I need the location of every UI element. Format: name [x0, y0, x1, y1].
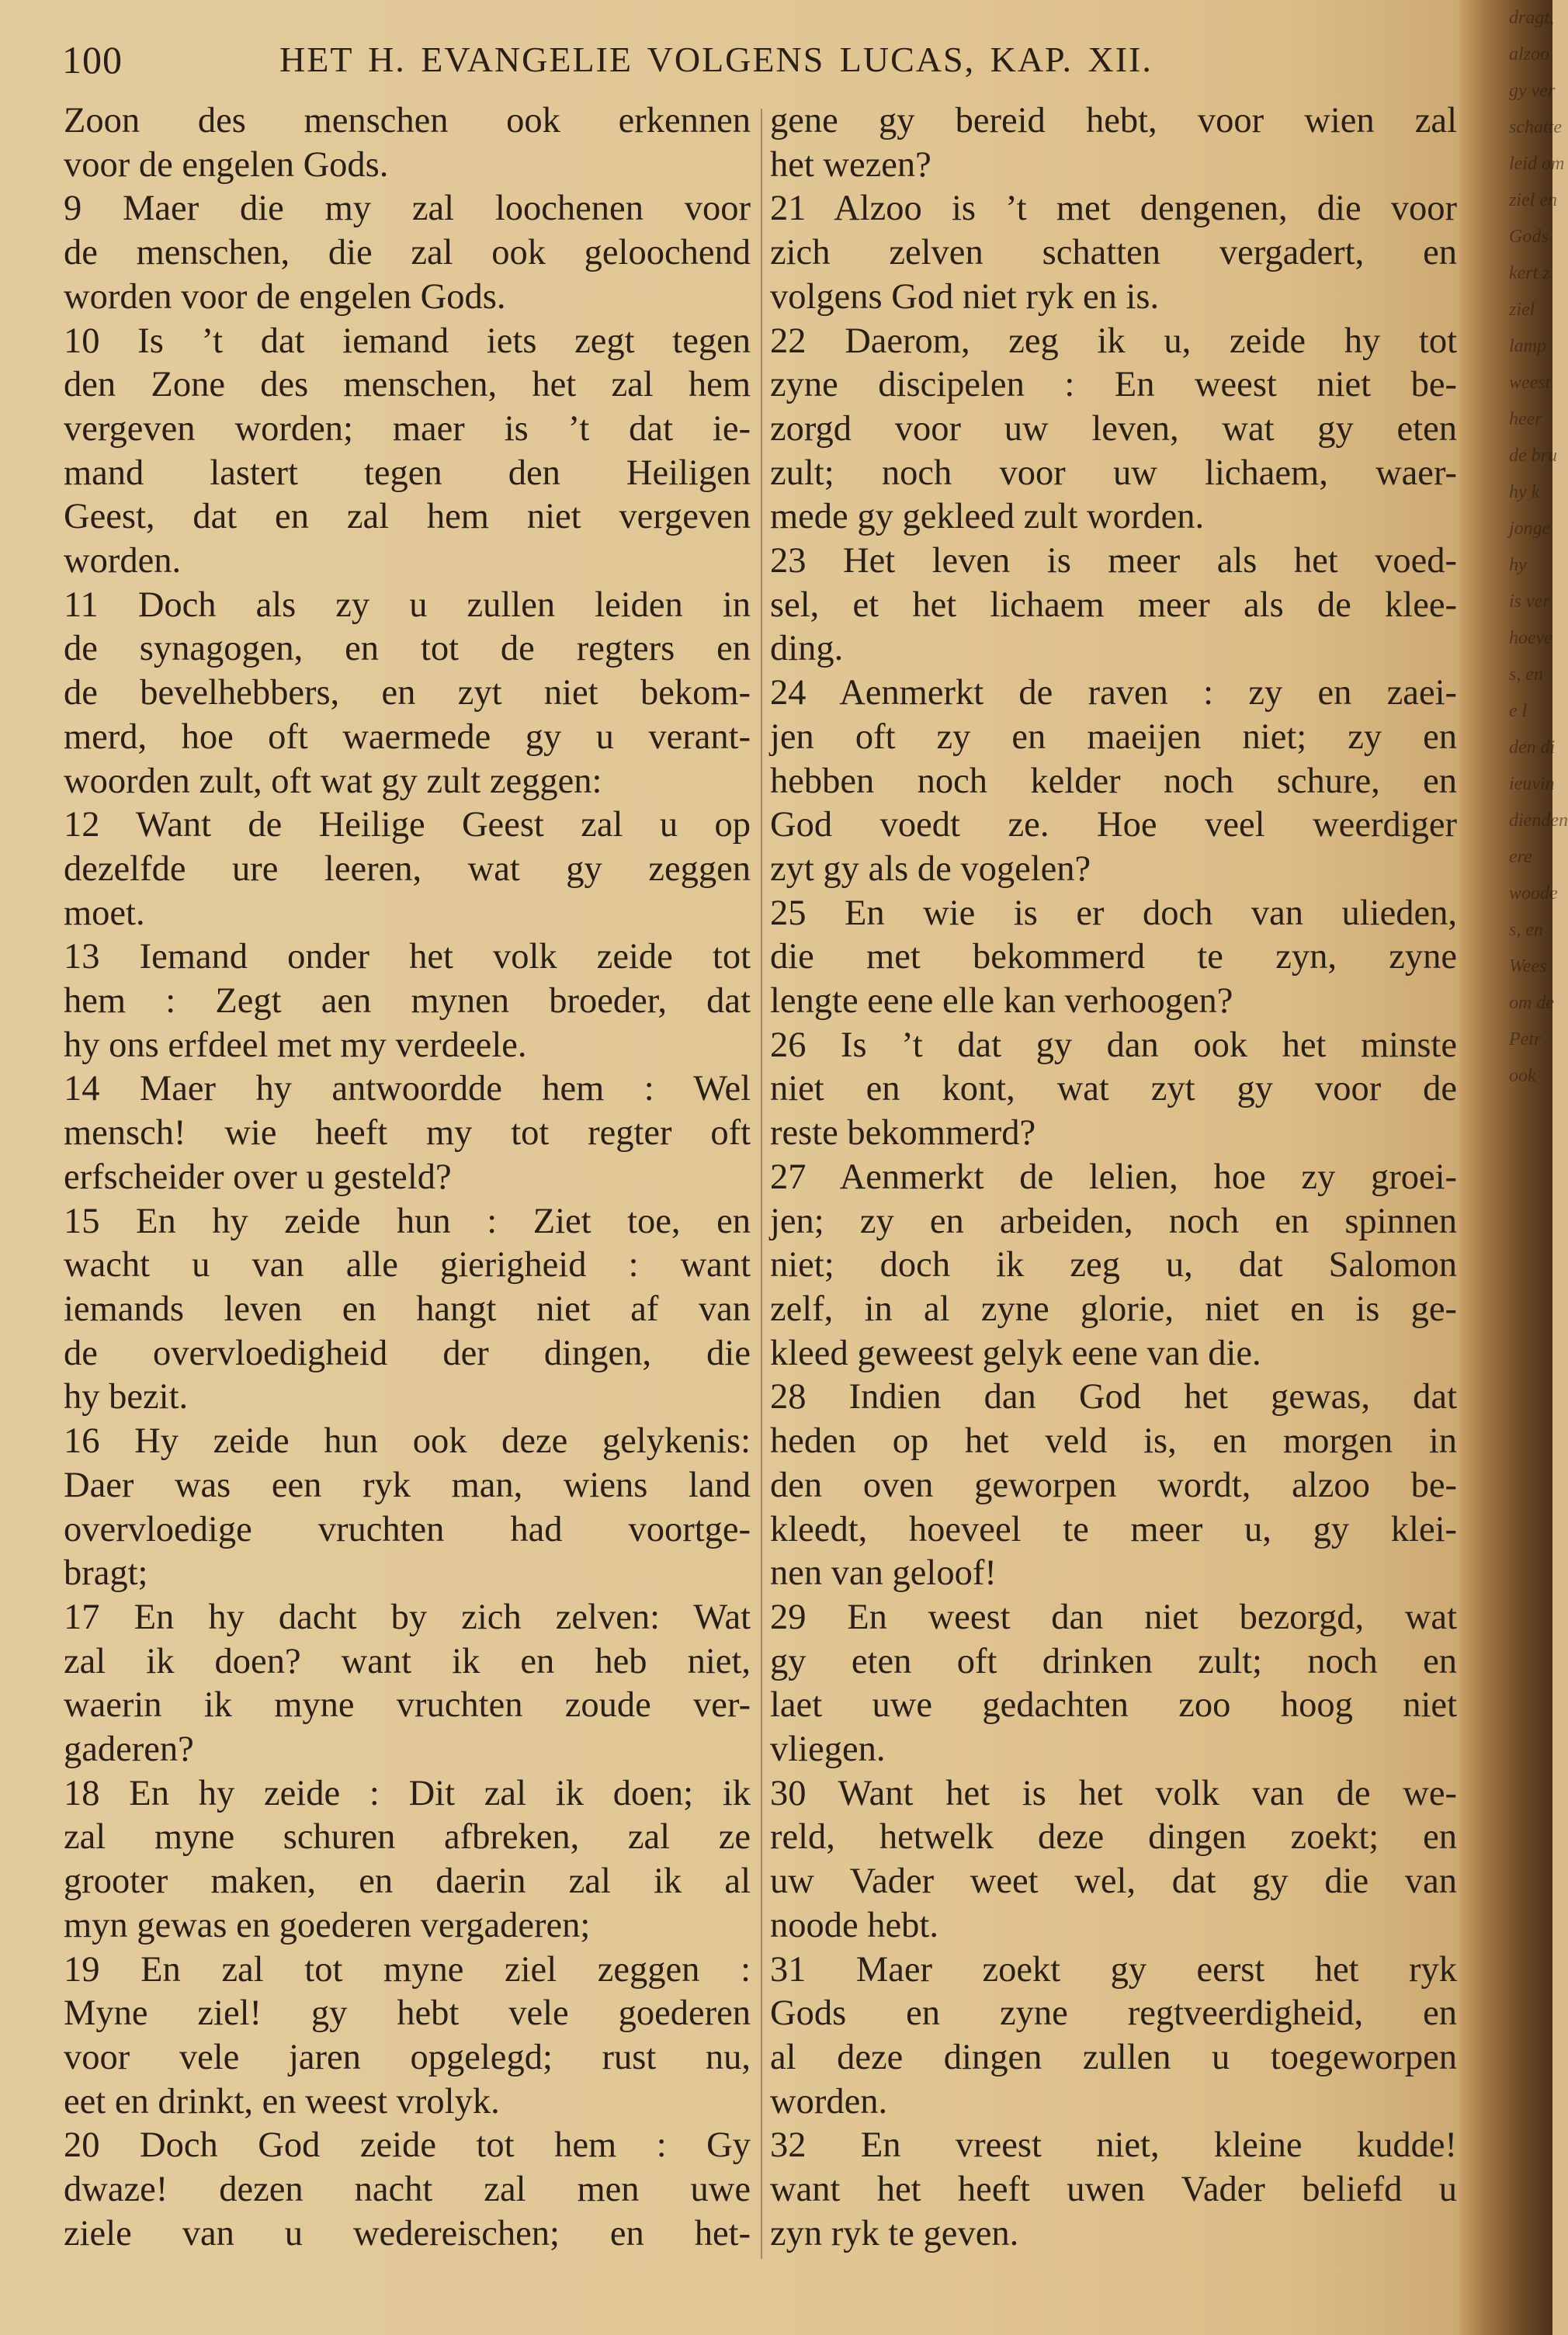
text-line: zyn ryk te geven. — [770, 2213, 1019, 2253]
text-line: grooter maken, en daerin zal ik al — [64, 1861, 751, 1902]
text-line: wacht u van alle gierigheid : want — [64, 1245, 751, 1285]
text-line: reste bekommerd? — [770, 1113, 1036, 1154]
text-line: Zoon des menschen ook erkennen — [64, 101, 751, 141]
text-line: 13 Iemand onder het volk zeide tot — [64, 937, 751, 977]
text-line: Gods en zyne regtveerdigheid, en — [770, 1993, 1457, 2034]
text-line: 29 En weest dan niet bezorgd, wat — [770, 1597, 1457, 1637]
facing-page-fragment: s, en — [1509, 920, 1543, 940]
facing-page-fragment: dragt, — [1509, 8, 1555, 28]
text-line: kleed geweest gelyk eene van die. — [770, 1333, 1261, 1373]
facing-page-fragment: weest — [1509, 373, 1551, 393]
text-line: 17 En hy dacht by zich zelven: Wat — [64, 1597, 751, 1637]
text-line: iemands leven en hangt niet af van — [64, 1289, 751, 1329]
facing-page-fragment: woode — [1509, 883, 1558, 904]
text-line: 25 En wie is er doch van ulieden, — [770, 893, 1457, 933]
facing-page-fragment: s, en — [1509, 664, 1543, 685]
text-line: zal myne schuren afbreken, zal ze — [64, 1817, 751, 1858]
facing-page-fragment: de bru — [1509, 446, 1557, 466]
text-line: lengte eene elle kan verhoogen? — [770, 981, 1233, 1022]
text-line: ding. — [770, 629, 844, 669]
facing-page-fragment: ieuvin — [1509, 774, 1555, 794]
text-line: 9 Maer die my zal loochenen voor — [64, 189, 751, 229]
text-line: laet uwe gedachten zoo hoog niet — [770, 1685, 1457, 1726]
text-line: zorgd voor uw leven, wat gy eten — [770, 408, 1457, 449]
running-title: HET H. EVANGELIE VOLGENS LUCAS, KAP. XII. — [279, 40, 1153, 79]
facing-page-fragment: hy — [1509, 555, 1527, 575]
facing-page-fragment: hy k — [1509, 482, 1540, 502]
text-line: worden voor de engelen Gods. — [64, 276, 506, 317]
facing-page-fragment: Gods — [1509, 227, 1549, 247]
text-line: voor de engelen Gods. — [64, 144, 389, 185]
facing-page-fragment: Petr — [1509, 1029, 1542, 1050]
text-line: zult; noch voor uw lichaem, waer- — [770, 453, 1457, 493]
facing-page-fragment: ook — [1509, 1066, 1536, 1086]
text-line: 18 En hy zeide : Dit zal ik doen; ik — [64, 1773, 751, 1813]
text-line: zyt gy als de vogelen? — [770, 848, 1091, 889]
text-line: heden op het veld is, en morgen in — [770, 1421, 1457, 1462]
text-line: de bevelhebbers, en zyt niet bekom- — [64, 673, 751, 713]
facing-page-fragment: ere — [1509, 847, 1532, 867]
text-line: 24 Aenmerkt de raven : zy en zaei- — [770, 673, 1457, 713]
column-divider — [761, 109, 762, 2259]
text-line: zal ik doen? want ik en heb niet, — [64, 1641, 751, 1681]
text-line: niet en kont, wat zyt gy voor de — [770, 1069, 1457, 1109]
text-line: dwaze! dezen nacht zal men uwe — [64, 2170, 751, 2210]
text-line: erfscheider over u gesteld? — [64, 1157, 452, 1197]
facing-page-fragment: dienden — [1509, 810, 1568, 831]
text-line: 12 Want de Heilige Geest zal u op — [64, 805, 751, 845]
text-line: moet. — [64, 893, 145, 933]
text-line: 21 Alzoo is ’t met dengenen, die voor — [770, 189, 1457, 229]
text-line: vliegen. — [770, 1730, 886, 1770]
text-line: reld, hetwelk deze dingen zoekt; en — [770, 1817, 1457, 1858]
text-line: hebben noch kelder noch schure, en — [770, 761, 1457, 801]
text-line: 11 Doch als zy u zullen leiden in — [64, 585, 751, 625]
text-line: zich zelven schatten vergadert, en — [770, 233, 1457, 273]
text-line: sel, et het lichaem meer als de klee- — [770, 585, 1457, 625]
text-line: want het heeft uwen Vader beliefd u — [770, 2170, 1457, 2210]
facing-page-fragment: heer — [1509, 409, 1542, 429]
text-line: eet en drinkt, en weest vrolyk. — [64, 2081, 500, 2122]
text-line: nen van geloof! — [770, 1553, 997, 1594]
text-line: woorden zult, oft wat gy zult zeggen: — [64, 761, 602, 801]
right-column — [770, 99, 1457, 2256]
facing-page-fragment: kert z — [1509, 263, 1550, 283]
page-number: 100 — [62, 38, 123, 82]
facing-page-fragment: Wees — [1509, 956, 1547, 977]
text-line: dezelfde ure leeren, wat gy zeggen — [64, 848, 751, 889]
text-line: 31 Maer zoekt gy eerst het ryk — [770, 1949, 1457, 1990]
text-line: zelf, in al zyne glorie, niet en is ge- — [770, 1289, 1457, 1329]
text-line: de overvloedigheid der dingen, die — [64, 1333, 751, 1373]
facing-page-fragment: ziel en — [1509, 190, 1557, 210]
facing-page-text — [1509, 0, 1568, 2335]
facing-page-fragment: alzoo — [1509, 44, 1550, 64]
text-line: 20 Doch God zeide tot hem : Gy — [64, 2125, 751, 2166]
text-line: vergeven worden; maer is ’t dat ie- — [64, 408, 751, 449]
text-line: Daer was een ryk man, wiens land — [64, 1465, 751, 1505]
text-line: den Zone des menschen, het zal hem — [64, 365, 751, 405]
text-line: kleedt, hoeveel te meer u, gy klei- — [770, 1509, 1457, 1549]
text-line: 10 Is ’t dat iemand iets zegt tegen — [64, 321, 751, 361]
text-line: mede gy gekleed zult worden. — [770, 497, 1205, 537]
facing-page-fragment: e l — [1509, 701, 1528, 721]
text-line: God voedt ze. Hoe veel weerdiger — [770, 805, 1457, 845]
facing-page-fragment: om de — [1509, 993, 1554, 1013]
text-line: 32 En vreest niet, kleine kudde! — [770, 2125, 1457, 2166]
text-line: al deze dingen zullen u toegeworpen — [770, 2037, 1457, 2077]
facing-page-fragment: leid om — [1509, 154, 1565, 174]
text-line: myn gewas en goederen vergaderen; — [64, 1905, 591, 1945]
text-line: 16 Hy zeide hun ook deze gelykenis: — [64, 1421, 751, 1462]
text-line: 28 Indien dan God het gewas, dat — [770, 1377, 1457, 1417]
text-line: Myne ziel! gy hebt vele goederen — [64, 1993, 751, 2034]
text-line: 14 Maer hy antwoordde hem : Wel — [64, 1069, 751, 1109]
text-line: die met bekommerd te zyn, zyne — [770, 937, 1457, 977]
text-line: bragt; — [64, 1553, 148, 1594]
text-line: 15 En hy zeide hun : Ziet toe, en — [64, 1201, 751, 1241]
text-line: worden. — [64, 541, 182, 581]
text-line: volgens God niet ryk en is. — [770, 276, 1160, 317]
facing-page-fragment: jonge — [1509, 519, 1551, 539]
text-line: overvloedige vruchten had voortge- — [64, 1509, 751, 1549]
text-line: de synagogen, en tot de regters en — [64, 629, 751, 669]
text-line: gy eten oft drinken zult; noch en — [770, 1641, 1457, 1681]
text-line: merd, hoe oft waermede gy u verant- — [64, 716, 751, 757]
text-line: de menschen, die zal ook geloochend — [64, 233, 751, 273]
facing-page-fragment: hoeve — [1509, 628, 1552, 648]
page-header — [62, 37, 1258, 92]
text-line: worden. — [770, 2081, 888, 2122]
text-line: Geest, dat en zal hem niet vergeven — [64, 497, 751, 537]
text-line: 30 Want het is het volk van de we- — [770, 1773, 1457, 1813]
text-line: 19 En zal tot myne ziel zeggen : — [64, 1949, 751, 1990]
text-line: 23 Het leven is meer als het voed- — [770, 541, 1457, 581]
text-line: jen; zy en arbeiden, noch en spinnen — [770, 1201, 1457, 1241]
facing-page-fragment: den di — [1509, 737, 1556, 758]
text-line: voor vele jaren opgelegd; rust nu, — [64, 2037, 751, 2077]
left-column — [64, 99, 751, 2256]
text-line: 27 Aenmerkt de lelien, hoe zy groei- — [770, 1157, 1457, 1197]
text-line: hy ons erfdeel met my verdeele. — [64, 1025, 527, 1065]
text-line: hy bezit. — [64, 1377, 189, 1417]
text-line: jen oft zy en maeijen niet; zy en — [770, 716, 1457, 757]
facing-page-fragment: lamp — [1509, 336, 1546, 356]
text-line: gene gy bereid hebt, voor wien zal — [770, 101, 1457, 141]
text-line: niet; doch ik zeg u, dat Salomon — [770, 1245, 1457, 1285]
text-line: waerin ik myne vruchten zoude ver- — [64, 1685, 751, 1726]
facing-page-fragment: schatte — [1509, 117, 1562, 137]
text-line: hem : Zegt aen mynen broeder, dat — [64, 981, 751, 1022]
text-line: uw Vader weet wel, dat gy die van — [770, 1861, 1457, 1902]
text-line: den oven geworpen wordt, alzoo be- — [770, 1465, 1457, 1505]
text-line: noode hebt. — [770, 1905, 938, 1945]
text-line: gaderen? — [64, 1730, 194, 1770]
facing-page-fragment: gy ver — [1509, 81, 1556, 101]
text-line: mand lastert tegen den Heiligen — [64, 453, 751, 493]
text-line: mensch! wie heeft my tot regter oft — [64, 1113, 751, 1154]
facing-page-fragment: is ver — [1509, 592, 1550, 612]
facing-page-fragment: ziel — [1509, 300, 1535, 320]
text-line: 22 Daerom, zeg ik u, zeide hy tot — [770, 321, 1457, 361]
text-line: ziele van u wedereischen; en het- — [64, 2213, 751, 2253]
text-line: het wezen? — [770, 144, 931, 185]
text-line: zyne discipelen : En weest niet be- — [770, 365, 1457, 405]
text-line: 26 Is ’t dat gy dan ook het minste — [770, 1025, 1457, 1065]
